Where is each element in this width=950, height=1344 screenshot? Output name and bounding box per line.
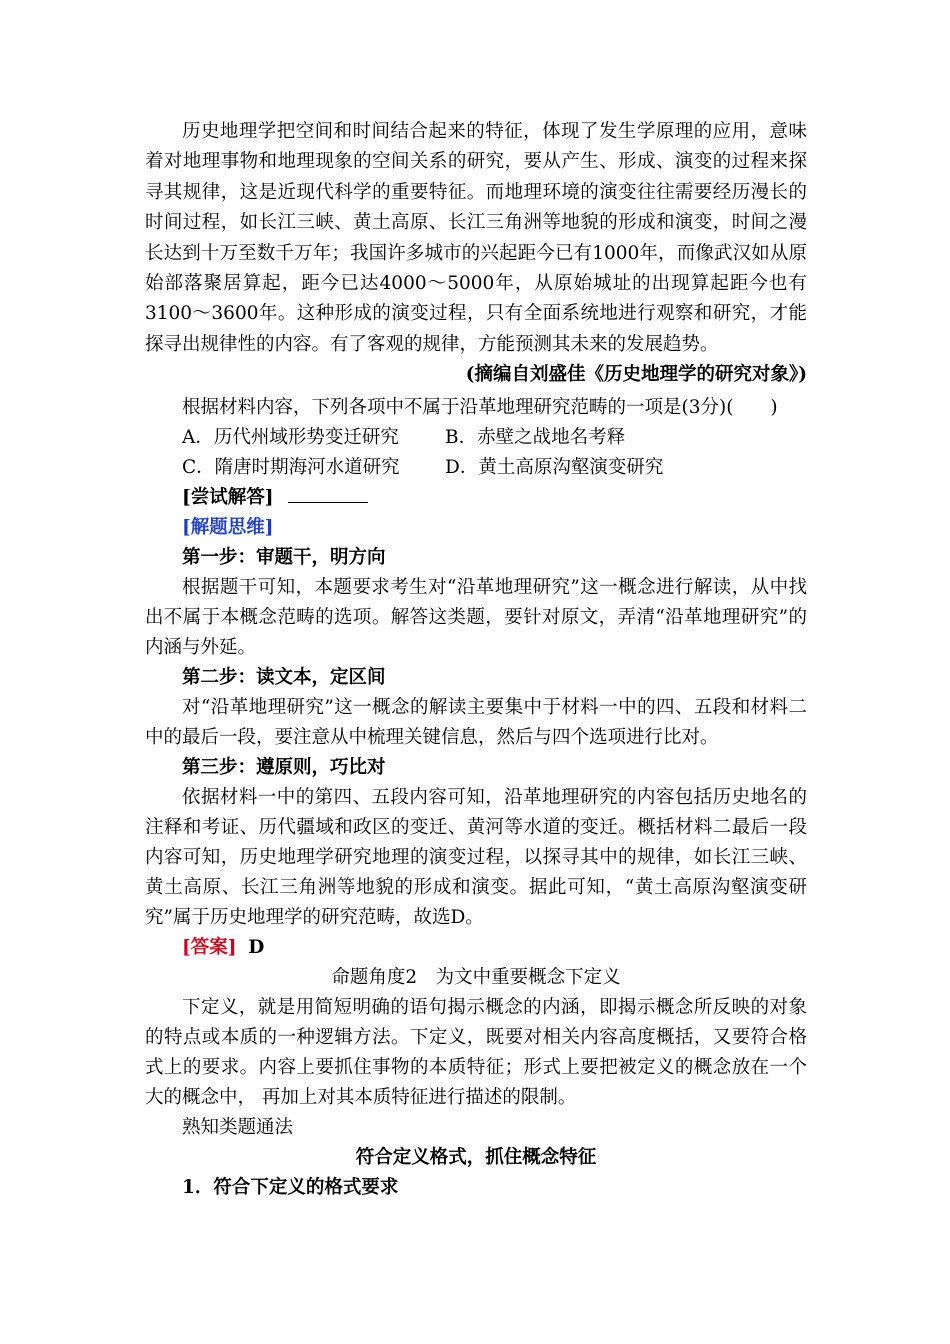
thinking-label: [解题思维] — [182, 516, 274, 538]
step-1-text: 根据题干可知，本题要求考生对“沿革地理研究”这一概念进行解读，从中找出不属于本概念范畴的选项。解答这类题，要针对原文，弄清“沿革地理研究”的内涵与外延。 — [145, 576, 807, 658]
step-2-text: 对“沿革地理研究”这一概念的解读主要集中于材料一中的四、五段和材料二中的最后一段，要注意从中梳理关键信息，然后与四个选项进行比对。 — [145, 696, 807, 748]
item-1: 1．符合下定义的格式要求 — [182, 1176, 399, 1198]
answer-label: [答案] — [182, 936, 237, 958]
step-1-title: 第一步：审题干，明方向 — [182, 546, 386, 568]
option-c: C．隋唐时期海河水道研究 — [182, 456, 400, 478]
subtitle: 符合定义格式，抓住概念特征 — [355, 1146, 597, 1168]
options-row-1 — [145, 423, 807, 453]
attempt-label: [尝试解答] — [182, 486, 274, 508]
question-stem: 根据材料内容，下列各项中不属于沿革地理研究范畴的一项是(3分)( ) — [182, 396, 778, 418]
option-d: D．黄土高原沟壑演变研究 — [445, 456, 664, 478]
step-3-text: 依据材料一中的第四、五段内容可知，沿革地理研究的内容包括历史地名的注释和考证、历代疆域和政区的变迁、黄河等水道的变迁。概括材料二最后一段内容可知，历史地理学研究地理的演变过程，以探寻其中的规律，如长江三峡、黄土高原、长江三角洲等地貌的形成和演变。据此可知，“黄土高原沟壑演变研究”属于历史地理学的研究范畴，故选D。 — [145, 786, 807, 928]
passage-text: 历史地理学把空间和时间结合起来的特征，体现了发生学原理的应用，意味着对地理事物和地理现象的空间关系的研究，要从产生、形成、演变的过程来探寻其规律，这是近现代科学的重要特征。而地理环境的演变往往需要经历漫长的时间过程，如长江三峡、黄土高原、长江三角洲等地貌的形成和演变，时间之漫长达到十万至数千万年；我国许多城市的兴起距今已有1000年，而像武汉如从原始部落聚居算起，距今已达4000～5000年，从原始城址的出现算起距今也有3100～3600年。这种形成的演变过程，只有全面系统地进行观察和研究，才能探寻出规律性的内容。有了客观的规律，方能预测其未来的发展趋势。 — [145, 121, 807, 355]
step-3-title: 第三步：遵原则，巧比对 — [182, 756, 386, 778]
option-a: A．历代州域形势变迁研究 — [182, 426, 399, 448]
option-b: B．赤壁之战地名考释 — [445, 426, 626, 448]
attempt-answer — [145, 483, 807, 513]
passage-source: (摘编自刘盛佳《历史地理学的研究对象》) — [465, 364, 807, 386]
answer-blank[interactable] — [288, 484, 368, 503]
answer-value: D — [248, 936, 265, 958]
familiar-label: 熟知类题通法 — [182, 1116, 294, 1138]
step-2-title: 第二步：读文本，定区间 — [182, 666, 386, 688]
definition-text: 下定义，就是用简短明确的语句揭示概念的内涵，即揭示概念所反映的对象的特点或本质的一种逻辑方法。下定义，既要对相关内容高度概括，又要符合格式上的要求。内容上要抓住事物的本质特征；形式上要把被定义的概念放在一个大的概念中， 再加上对其本质特征进行描述的限制。 — [145, 996, 807, 1108]
document-page — [145, 117, 807, 1203]
section-title: 命题角度2 为文中重要概念下定义 — [331, 966, 621, 988]
options-row-2 — [145, 453, 807, 483]
reading-passage — [145, 117, 807, 391]
answer-line — [145, 933, 807, 963]
